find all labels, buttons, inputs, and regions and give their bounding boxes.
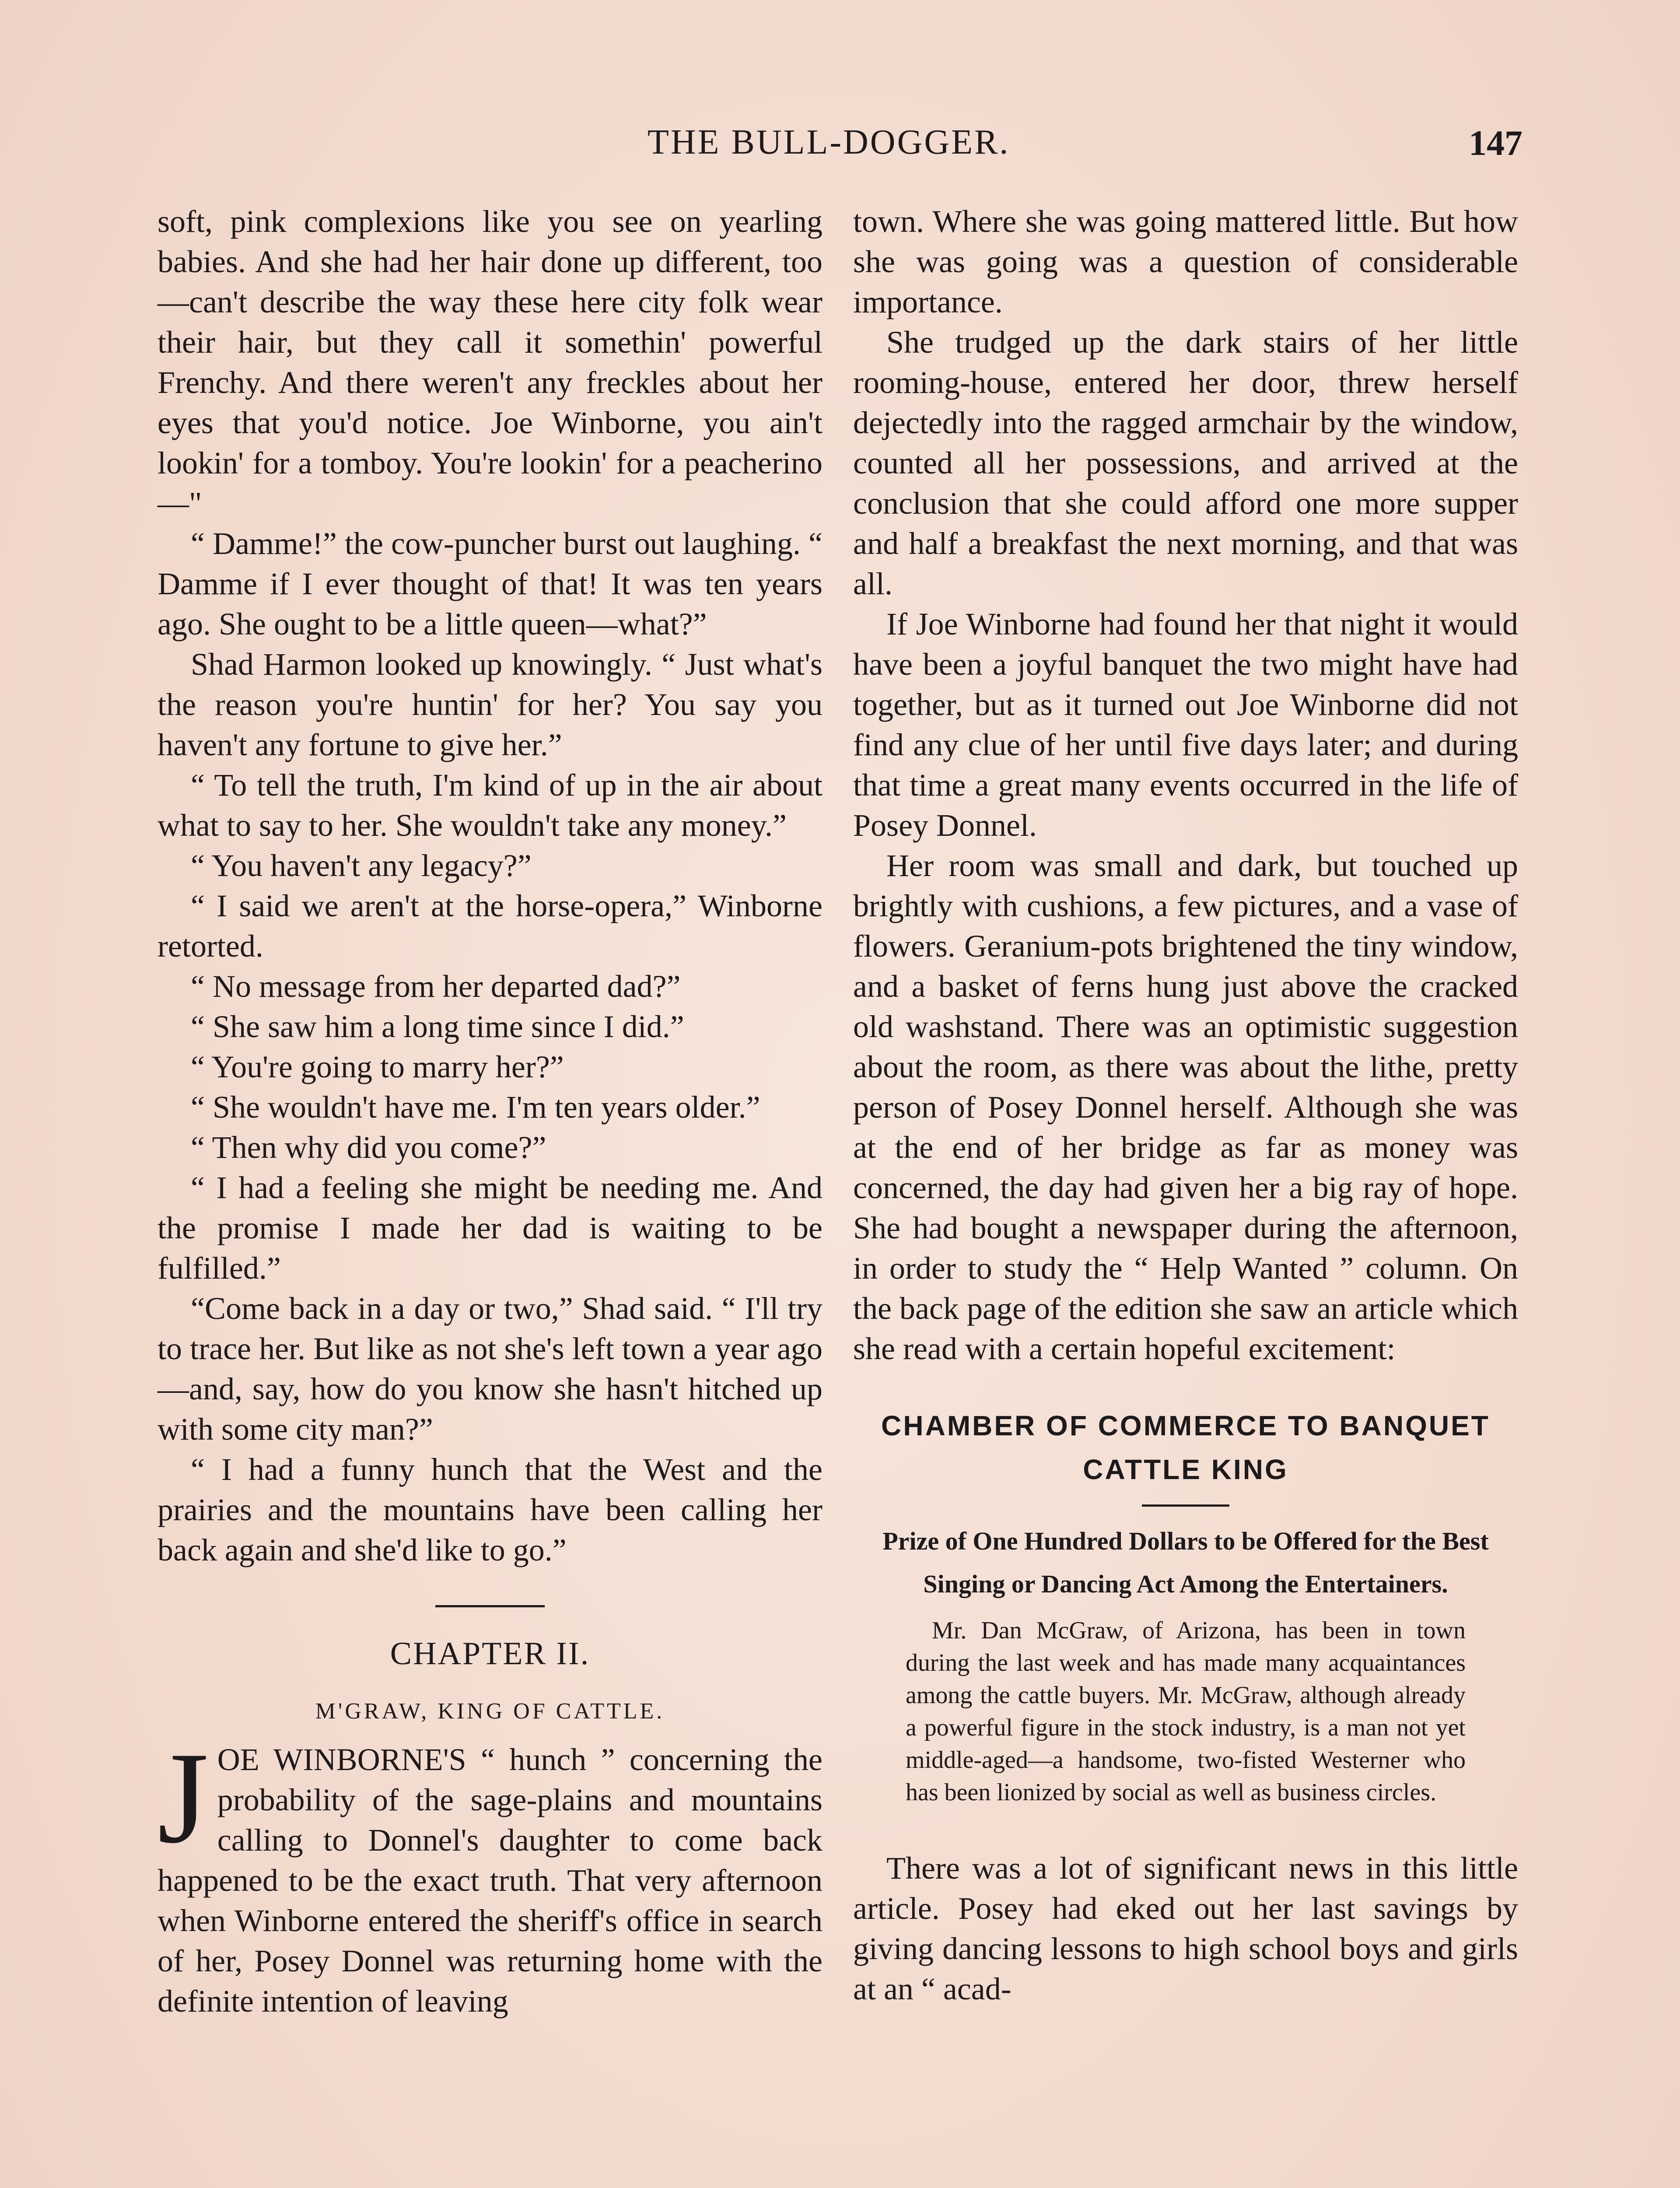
chapter-subtitle: M'GRAW, KING OF CATTLE.: [315, 1699, 665, 1724]
section-divider: [435, 1605, 545, 1607]
chapter-title: CHAPTER II.: [390, 1636, 590, 1672]
paragraph: “ To tell the truth, I'm kind of up in the air about what to say to her. She wouldn't take any money.”: [158, 768, 822, 843]
paragraph: town. Where she was going mattered little. But how she was going was a question of considerable importance.: [853, 204, 1518, 319]
paragraph: “ Damme!” the cow-puncher burst out laughing. “ Damme if I ever thought of that! It was ten years ago. She ought to be a little queen—what?”: [158, 526, 822, 642]
newspaper-headline: CHAMBER OF COMMERCE TO BANQUET CATTLE KING: [881, 1410, 1490, 1485]
paragraph: “ I had a funny hunch that the West and the prairies and the mountains have been calling her back again and she'd like to go.”: [158, 1452, 822, 1567]
paragraph: There was a lot of significant news in this little article. Posey had eked out her last savings by giving dancing lessons to high school boys and girls at an “ acad-: [853, 1851, 1518, 2006]
newspaper-article: [906, 1614, 1466, 1809]
right-column: [853, 201, 1518, 2009]
newspaper-subhead: Prize of One Hundred Dollars to be Offered for the Best Singing or Dancing Act Among the Entertainers.: [882, 1527, 1489, 1598]
paragraph: If Joe Winborne had found her that night it would have been a joyful banquet the two might have had together, but as it turned out Joe Winborne did not find any clue of her until five days later; and during that time a great many events occurred in the life of Posey Donnel.: [853, 607, 1518, 843]
paragraph: “ She saw him a long time since I did.”: [191, 1009, 684, 1044]
paragraph: “ I had a feeling she might be needing me. And the promise I made her dad is waiting to be fulfilled.”: [158, 1170, 822, 1286]
paragraph: soft, pink complexions like you see on yearling babies. And she had her hair done up different, too—can't describe the way these here city folk wear their hair, but they call it somethin' powerful Frenchy. And there weren't any freckles about her eyes that you'd notice. Joe Winborne, you ain't lookin' for a tomboy. You're lookin' for a peacherino—": [158, 204, 822, 521]
left-column: [158, 201, 822, 2021]
paragraph: “ You're going to marry her?”: [191, 1049, 564, 1084]
paragraph: “Come back in a day or two,” Shad said. “ I'll try to trace her. But like as not she's left town a year ago—and, say, how do you know she hasn't hitched up with some city man?”: [158, 1291, 822, 1447]
drop-cap: J: [158, 1725, 209, 1870]
paragraph: “ She wouldn't have me. I'm ten years older.”: [191, 1090, 760, 1125]
clipping-divider: [1142, 1504, 1229, 1507]
chapter-opening-paragraph: [158, 1725, 822, 2021]
page-number: 147: [1469, 123, 1522, 163]
paragraph: “ Then why did you come?”: [191, 1130, 546, 1165]
chapter-opening-text: OE WINBORNE'S “ hunch ” concerning the probability of the sage-plains and mountains calling to Donnel's daughter to come back happened to be the exact truth. That very afternoon when Winborne entered the sheriff's office in search of her, Posey Donnel was returning home with the definite intention of leaving: [158, 1742, 822, 2019]
paragraph: Shad Harmon looked up knowingly. “ Just what's the reason you're huntin' for her? You say you haven't any fortune to give her.”: [158, 647, 822, 762]
paragraph: “ I said we aren't at the horse-opera,” Winborne retorted.: [158, 888, 822, 964]
running-head: THE BULL-DOGGER.: [648, 123, 1010, 161]
paragraph: “ No message from her departed dad?”: [191, 969, 681, 1004]
article-body: Mr. Dan McGraw, of Arizona, has been in town during the last week and has made many acquaintances among the cattle buyers. Mr. McGraw, although already a powerful figure in the stock industry, is a man not yet middle-aged—a handsome, two-fisted Westerner who has been lionized by social as well as business circles.: [906, 1617, 1466, 1806]
paragraph: “ You haven't any legacy?”: [191, 848, 532, 883]
paragraph: She trudged up the dark stairs of her little rooming-house, entered her door, threw herself dejectedly into the ragged armchair by the window, counted all her possessions, and arrived at the conclusion that she could afford one more supper and half a breakfast the next morning, and that was all.: [853, 325, 1518, 601]
paragraph: Her room was small and dark, but touched up brightly with cushions, a few pictures, and a vase of flowers. Geranium-pots brightened the tiny window, and a basket of ferns hung just above the cracked old washstand. There was an optimistic suggestion about the room, as there was about the lithe, pretty person of Posey Donnel herself. Although she was at the end of her bridge as far as money was concerned, the day had given her a big ray of hope. She had bought a newspaper during the afternoon, in order to study the “ Help Wanted ” column. On the back page of the edition she saw an article which she read with a certain hopeful excitement:: [853, 848, 1518, 1366]
